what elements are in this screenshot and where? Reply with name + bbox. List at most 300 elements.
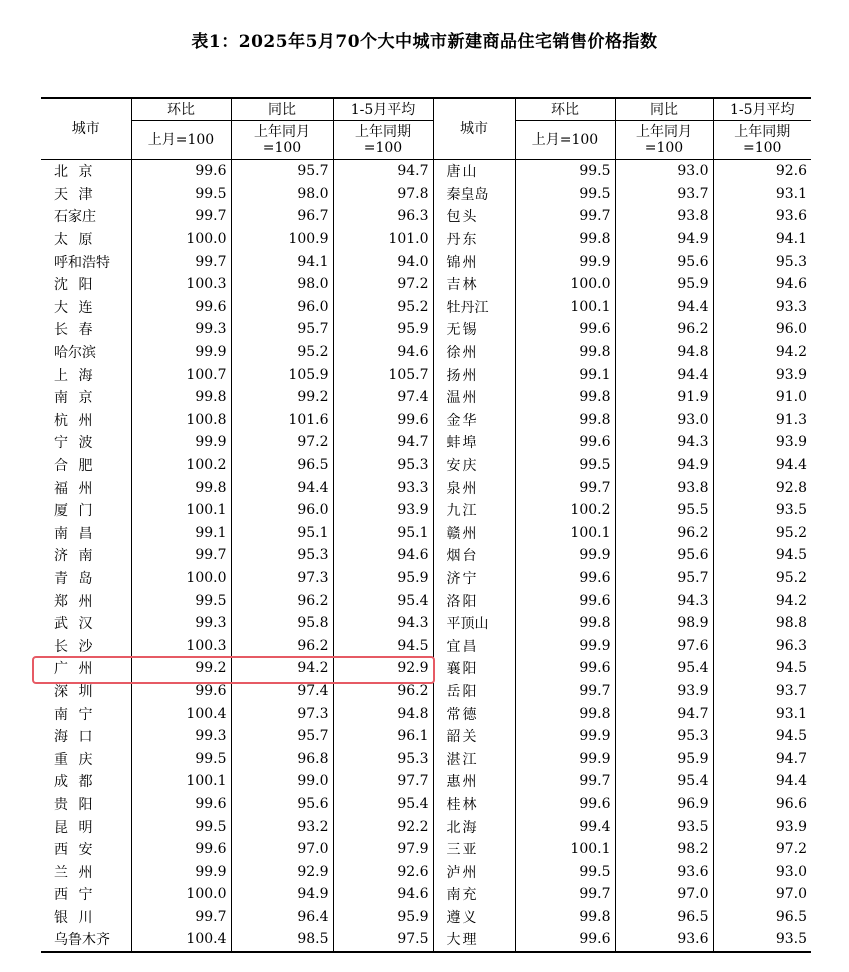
left-yoy-cell: 97.2 [231, 431, 333, 454]
right-avg-cell: 94.4 [713, 454, 811, 477]
right-yoy-cell: 94.8 [615, 341, 713, 364]
left-city-cell: 成都 [54, 774, 93, 791]
left-yoy-cell: 94.2 [231, 657, 333, 680]
right-city-cell: 温州 [433, 386, 515, 409]
right-avg-cell: 97.2 [713, 838, 811, 861]
right-city-cell: 韶关 [433, 725, 515, 748]
right-mom-cell: 100.2 [515, 499, 615, 522]
left-city-cell: 石家庄 [54, 209, 96, 226]
right-yoy-cell: 95.9 [615, 747, 713, 770]
right-avg-cell: 95.2 [713, 522, 811, 545]
right-yoy-cell: 93.8 [615, 205, 713, 228]
right-city-cell: 济宁 [433, 567, 515, 590]
right-avg-cell: 93.6 [713, 205, 811, 228]
right-yoy-cell: 95.6 [615, 544, 713, 567]
left-avg-cell: 92.2 [333, 815, 433, 838]
left-avg-cell: 93.3 [333, 476, 433, 499]
left-avg-cell: 94.8 [333, 702, 433, 725]
right-avg-cell: 96.6 [713, 793, 811, 816]
right-mom-cell: 99.6 [515, 589, 615, 612]
header-yoy-left: 同比 [231, 98, 333, 121]
right-avg-cell: 94.6 [713, 273, 811, 296]
left-city-cell: 沈阳 [54, 277, 93, 294]
right-mom-cell: 99.8 [515, 386, 615, 409]
right-mom-cell: 99.5 [515, 183, 615, 206]
left-mom-cell: 100.0 [131, 567, 231, 590]
header-city-right: 城市 [433, 98, 515, 160]
table-row [41, 318, 811, 341]
header-avg-base-line1: 上年同期 [734, 124, 791, 140]
right-yoy-cell: 95.7 [615, 567, 713, 590]
left-avg-cell: 94.7 [333, 160, 433, 183]
left-avg-cell: 95.3 [333, 747, 433, 770]
table-row [41, 544, 811, 567]
right-mom-cell: 99.6 [515, 928, 615, 952]
table-row [41, 906, 811, 929]
header-yoy-base-right [615, 121, 713, 160]
right-city-cell: 泸州 [433, 860, 515, 883]
right-yoy-cell: 91.9 [615, 386, 713, 409]
right-yoy-cell: 95.4 [615, 657, 713, 680]
table-row [41, 883, 811, 906]
left-mom-cell: 100.3 [131, 634, 231, 657]
right-mom-cell: 99.6 [515, 657, 615, 680]
right-mom-cell: 99.1 [515, 363, 615, 386]
table-row [41, 499, 811, 522]
table-row [41, 183, 811, 206]
right-mom-cell: 99.8 [515, 906, 615, 929]
table-row [41, 296, 811, 319]
right-yoy-cell: 97.0 [615, 883, 713, 906]
table-row [41, 815, 811, 838]
right-yoy-cell: 96.5 [615, 906, 713, 929]
right-avg-cell: 95.2 [713, 567, 811, 590]
left-city-cell: 天津 [54, 186, 93, 203]
right-avg-cell: 96.0 [713, 318, 811, 341]
left-yoy-cell: 98.5 [231, 928, 333, 952]
left-city-cell: 银川 [54, 909, 93, 926]
left-city-cell: 南宁 [54, 706, 93, 723]
left-city-cell: 长沙 [54, 638, 93, 655]
right-city-cell: 南充 [433, 883, 515, 906]
left-city-cell: 郑州 [54, 593, 93, 610]
right-yoy-cell: 93.0 [615, 409, 713, 432]
right-avg-cell: 95.3 [713, 250, 811, 273]
left-yoy-cell: 96.8 [231, 747, 333, 770]
table-row [41, 657, 811, 680]
left-yoy-cell: 95.7 [231, 160, 333, 183]
table-row [41, 160, 811, 183]
left-avg-cell: 93.9 [333, 499, 433, 522]
right-city-cell: 北海 [433, 815, 515, 838]
right-avg-cell: 92.6 [713, 160, 811, 183]
left-mom-cell: 99.3 [131, 725, 231, 748]
left-city-cell: 贵阳 [54, 796, 93, 813]
header-avg-base-right [713, 121, 811, 160]
left-avg-cell: 96.1 [333, 725, 433, 748]
table-row [41, 680, 811, 703]
left-yoy-cell: 97.0 [231, 838, 333, 861]
left-city-cell: 北京 [54, 164, 93, 181]
table-row [41, 454, 811, 477]
header-yoy-right: 同比 [615, 98, 713, 121]
left-yoy-cell: 95.3 [231, 544, 333, 567]
table-row [41, 386, 811, 409]
right-avg-cell: 93.5 [713, 928, 811, 952]
right-yoy-cell: 94.4 [615, 296, 713, 319]
right-avg-cell: 93.7 [713, 680, 811, 703]
right-mom-cell: 99.7 [515, 205, 615, 228]
left-mom-cell: 100.4 [131, 928, 231, 952]
left-yoy-cell: 97.4 [231, 680, 333, 703]
right-mom-cell: 99.9 [515, 634, 615, 657]
right-yoy-cell: 95.4 [615, 770, 713, 793]
right-avg-cell: 94.2 [713, 589, 811, 612]
left-city-cell: 上海 [54, 367, 93, 384]
right-city-cell: 徐州 [433, 341, 515, 364]
left-mom-cell: 99.8 [131, 386, 231, 409]
left-city-cell: 南京 [54, 390, 93, 407]
left-mom-cell: 100.2 [131, 454, 231, 477]
left-city-cell: 西安 [54, 842, 93, 859]
left-city-cell: 广州 [54, 661, 93, 678]
left-avg-cell: 97.4 [333, 386, 433, 409]
right-mom-cell: 99.7 [515, 680, 615, 703]
left-avg-cell: 97.2 [333, 273, 433, 296]
left-city-cell: 厦门 [54, 503, 93, 520]
header-avg-base-line2: =100 [363, 140, 403, 156]
right-city-cell: 锦州 [433, 250, 515, 273]
right-mom-cell: 99.6 [515, 793, 615, 816]
left-mom-cell: 100.7 [131, 363, 231, 386]
header-avg-left: 1-5月平均 [333, 98, 433, 121]
left-city-cell: 合肥 [54, 458, 93, 475]
table-row [41, 860, 811, 883]
right-yoy-cell: 98.2 [615, 838, 713, 861]
table-row [41, 228, 811, 251]
right-yoy-cell: 93.8 [615, 476, 713, 499]
left-mom-cell: 99.5 [131, 815, 231, 838]
right-yoy-cell: 95.6 [615, 250, 713, 273]
right-city-cell: 牡丹江 [433, 296, 515, 319]
right-city-cell: 丹东 [433, 228, 515, 251]
right-city-cell: 遵义 [433, 906, 515, 929]
right-city-cell: 湛江 [433, 747, 515, 770]
left-avg-cell: 94.3 [333, 612, 433, 635]
right-yoy-cell: 94.4 [615, 363, 713, 386]
left-yoy-cell: 98.0 [231, 273, 333, 296]
right-avg-cell: 91.0 [713, 386, 811, 409]
header-avg-base-line2: =100 [743, 140, 782, 156]
right-mom-cell: 99.9 [515, 747, 615, 770]
table-row [41, 476, 811, 499]
right-mom-cell: 99.5 [515, 860, 615, 883]
table-body [41, 160, 811, 952]
left-avg-cell: 92.6 [333, 860, 433, 883]
right-mom-cell: 99.9 [515, 725, 615, 748]
right-avg-cell: 94.5 [713, 725, 811, 748]
right-city-cell: 岳阳 [433, 680, 515, 703]
header-mom-right: 环比 [515, 98, 615, 121]
left-yoy-cell: 96.7 [231, 205, 333, 228]
left-city-cell: 西宁 [54, 887, 93, 904]
right-mom-cell: 99.8 [515, 409, 615, 432]
left-city-cell: 太原 [54, 232, 93, 249]
table-row [41, 431, 811, 454]
right-avg-cell: 94.4 [713, 770, 811, 793]
right-mom-cell: 99.4 [515, 815, 615, 838]
right-mom-cell: 99.6 [515, 318, 615, 341]
left-city-cell: 大连 [54, 299, 93, 316]
left-city-cell: 南昌 [54, 525, 93, 542]
right-mom-cell: 99.7 [515, 770, 615, 793]
left-avg-cell: 96.3 [333, 205, 433, 228]
right-city-cell: 九江 [433, 499, 515, 522]
left-avg-cell: 101.0 [333, 228, 433, 251]
left-yoy-cell: 95.7 [231, 725, 333, 748]
right-city-cell: 扬州 [433, 363, 515, 386]
left-city-cell: 重庆 [54, 751, 93, 768]
left-mom-cell: 99.8 [131, 476, 231, 499]
left-mom-cell: 99.9 [131, 341, 231, 364]
right-city-cell: 无锡 [433, 318, 515, 341]
right-avg-cell: 93.9 [713, 815, 811, 838]
right-city-cell: 泉州 [433, 476, 515, 499]
right-yoy-cell: 98.9 [615, 612, 713, 635]
right-yoy-cell: 93.6 [615, 860, 713, 883]
right-mom-cell: 99.8 [515, 702, 615, 725]
right-yoy-cell: 93.6 [615, 928, 713, 952]
left-yoy-cell: 100.9 [231, 228, 333, 251]
left-yoy-cell: 95.7 [231, 318, 333, 341]
table-row [41, 205, 811, 228]
table-row [41, 725, 811, 748]
left-mom-cell: 99.3 [131, 318, 231, 341]
right-avg-cell: 96.3 [713, 634, 811, 657]
left-mom-cell: 99.6 [131, 680, 231, 703]
left-yoy-cell: 96.4 [231, 906, 333, 929]
left-mom-cell: 99.7 [131, 205, 231, 228]
right-city-cell: 安庆 [433, 454, 515, 477]
left-yoy-cell: 101.6 [231, 409, 333, 432]
right-yoy-cell: 94.3 [615, 589, 713, 612]
left-mom-cell: 99.6 [131, 296, 231, 319]
left-mom-cell: 99.1 [131, 522, 231, 545]
left-yoy-cell: 95.2 [231, 341, 333, 364]
price-index-table [41, 97, 811, 953]
right-avg-cell: 96.5 [713, 906, 811, 929]
right-yoy-cell: 93.9 [615, 680, 713, 703]
right-mom-cell: 99.8 [515, 612, 615, 635]
right-avg-cell: 93.1 [713, 702, 811, 725]
right-city-cell: 包头 [433, 205, 515, 228]
left-avg-cell: 94.6 [333, 883, 433, 906]
right-mom-cell: 99.9 [515, 250, 615, 273]
left-mom-cell: 99.7 [131, 544, 231, 567]
right-mom-cell: 99.6 [515, 431, 615, 454]
left-mom-cell: 99.2 [131, 657, 231, 680]
right-yoy-cell: 96.9 [615, 793, 713, 816]
right-city-cell: 唐山 [433, 160, 515, 183]
left-city-cell: 哈尔滨 [54, 345, 96, 362]
left-avg-cell: 97.8 [333, 183, 433, 206]
table-row [41, 567, 811, 590]
left-yoy-cell: 96.2 [231, 589, 333, 612]
left-mom-cell: 99.5 [131, 183, 231, 206]
left-yoy-cell: 97.3 [231, 702, 333, 725]
right-avg-cell: 93.1 [713, 183, 811, 206]
table-row [41, 409, 811, 432]
table-row [41, 522, 811, 545]
header-avg-base-line1: 上年同期 [355, 124, 411, 140]
left-city-cell: 济南 [54, 548, 93, 565]
table-row [41, 634, 811, 657]
left-yoy-cell: 96.5 [231, 454, 333, 477]
left-avg-cell: 95.4 [333, 589, 433, 612]
left-mom-cell: 100.1 [131, 770, 231, 793]
right-city-cell: 洛阳 [433, 589, 515, 612]
left-yoy-cell: 99.0 [231, 770, 333, 793]
right-avg-cell: 93.9 [713, 363, 811, 386]
left-city-cell: 青岛 [54, 570, 93, 587]
header-yoy-base-line1: 上年同月 [254, 124, 310, 140]
left-mom-cell: 100.4 [131, 702, 231, 725]
left-city-cell: 杭州 [54, 412, 93, 429]
right-yoy-cell: 97.6 [615, 634, 713, 657]
right-city-cell: 大理 [433, 928, 515, 952]
left-mom-cell: 100.8 [131, 409, 231, 432]
table-row [41, 928, 811, 952]
right-avg-cell: 94.2 [713, 341, 811, 364]
right-avg-cell: 94.7 [713, 747, 811, 770]
header-mom-base-right: 上月=100 [515, 121, 615, 160]
right-yoy-cell: 95.3 [615, 725, 713, 748]
left-yoy-cell: 94.9 [231, 883, 333, 906]
table-row [41, 363, 811, 386]
left-yoy-cell: 94.1 [231, 250, 333, 273]
left-mom-cell: 99.6 [131, 838, 231, 861]
right-avg-cell: 93.0 [713, 860, 811, 883]
left-avg-cell: 94.5 [333, 634, 433, 657]
left-avg-cell: 95.1 [333, 522, 433, 545]
right-mom-cell: 100.1 [515, 838, 615, 861]
left-avg-cell: 95.2 [333, 296, 433, 319]
right-yoy-cell: 93.7 [615, 183, 713, 206]
left-yoy-cell: 96.2 [231, 634, 333, 657]
left-mom-cell: 99.5 [131, 589, 231, 612]
right-city-cell: 平顶山 [433, 612, 515, 635]
table-row [41, 838, 811, 861]
right-mom-cell: 99.7 [515, 476, 615, 499]
right-city-cell: 吉林 [433, 273, 515, 296]
right-mom-cell: 99.5 [515, 160, 615, 183]
header-yoy-base-left [231, 121, 333, 160]
right-avg-cell: 94.5 [713, 657, 811, 680]
right-mom-cell: 99.8 [515, 341, 615, 364]
left-yoy-cell: 95.1 [231, 522, 333, 545]
left-city-cell: 深圳 [54, 683, 93, 700]
left-city-cell: 福州 [54, 480, 93, 497]
right-yoy-cell: 94.9 [615, 228, 713, 251]
right-city-cell: 赣州 [433, 522, 515, 545]
right-mom-cell: 100.0 [515, 273, 615, 296]
left-city-cell: 呼和浩特 [54, 254, 110, 271]
left-mom-cell: 100.1 [131, 499, 231, 522]
table-title: 表1：2025年5月70个大中城市新建商品住宅销售价格指数 [191, 32, 658, 52]
right-yoy-cell: 94.9 [615, 454, 713, 477]
left-mom-cell: 99.3 [131, 612, 231, 635]
right-mom-cell: 99.9 [515, 544, 615, 567]
left-city-cell: 乌鲁木齐 [41, 928, 131, 952]
right-avg-cell: 97.0 [713, 883, 811, 906]
right-avg-cell: 94.1 [713, 228, 811, 251]
left-mom-cell: 99.9 [131, 860, 231, 883]
left-avg-cell: 95.3 [333, 454, 433, 477]
left-yoy-cell: 97.3 [231, 567, 333, 590]
right-mom-cell: 100.1 [515, 522, 615, 545]
left-avg-cell: 99.6 [333, 409, 433, 432]
left-mom-cell: 99.6 [131, 793, 231, 816]
right-yoy-cell: 93.0 [615, 160, 713, 183]
right-city-cell: 襄阳 [433, 657, 515, 680]
left-yoy-cell: 96.0 [231, 296, 333, 319]
left-avg-cell: 95.9 [333, 906, 433, 929]
right-avg-cell: 93.3 [713, 296, 811, 319]
right-city-cell: 惠州 [433, 770, 515, 793]
table-row [41, 747, 811, 770]
table-row [41, 589, 811, 612]
left-yoy-cell: 105.9 [231, 363, 333, 386]
left-avg-cell: 105.7 [333, 363, 433, 386]
left-mom-cell: 99.7 [131, 906, 231, 929]
left-city-cell: 昆明 [54, 819, 93, 836]
right-mom-cell: 99.8 [515, 228, 615, 251]
table-row [41, 702, 811, 725]
left-avg-cell: 95.4 [333, 793, 433, 816]
header-mom-base-left: 上月=100 [131, 121, 231, 160]
header-mom-left: 环比 [131, 98, 231, 121]
right-city-cell: 宜昌 [433, 634, 515, 657]
right-avg-cell: 93.9 [713, 431, 811, 454]
left-mom-cell: 100.0 [131, 883, 231, 906]
right-yoy-cell: 95.5 [615, 499, 713, 522]
left-avg-cell: 94.6 [333, 544, 433, 567]
header-yoy-base-line2: =100 [644, 140, 684, 156]
left-avg-cell: 97.7 [333, 770, 433, 793]
right-avg-cell: 93.5 [713, 499, 811, 522]
left-city-cell: 海口 [54, 729, 93, 746]
right-mom-cell: 99.7 [515, 883, 615, 906]
left-mom-cell: 99.9 [131, 431, 231, 454]
header-yoy-base-line1: 上年同月 [636, 124, 692, 140]
left-mom-cell: 99.5 [131, 747, 231, 770]
right-mom-cell: 99.5 [515, 454, 615, 477]
left-city-cell: 长春 [54, 322, 93, 339]
left-city-cell: 宁波 [54, 435, 93, 452]
table-row [41, 250, 811, 273]
left-mom-cell: 100.3 [131, 273, 231, 296]
right-yoy-cell: 96.2 [615, 522, 713, 545]
right-mom-cell: 100.1 [515, 296, 615, 319]
left-avg-cell: 94.0 [333, 250, 433, 273]
right-yoy-cell: 94.7 [615, 702, 713, 725]
right-yoy-cell: 96.2 [615, 318, 713, 341]
right-yoy-cell: 95.9 [615, 273, 713, 296]
left-mom-cell: 100.0 [131, 228, 231, 251]
left-city-cell: 兰州 [54, 864, 93, 881]
right-avg-cell: 94.5 [713, 544, 811, 567]
table-row [41, 793, 811, 816]
